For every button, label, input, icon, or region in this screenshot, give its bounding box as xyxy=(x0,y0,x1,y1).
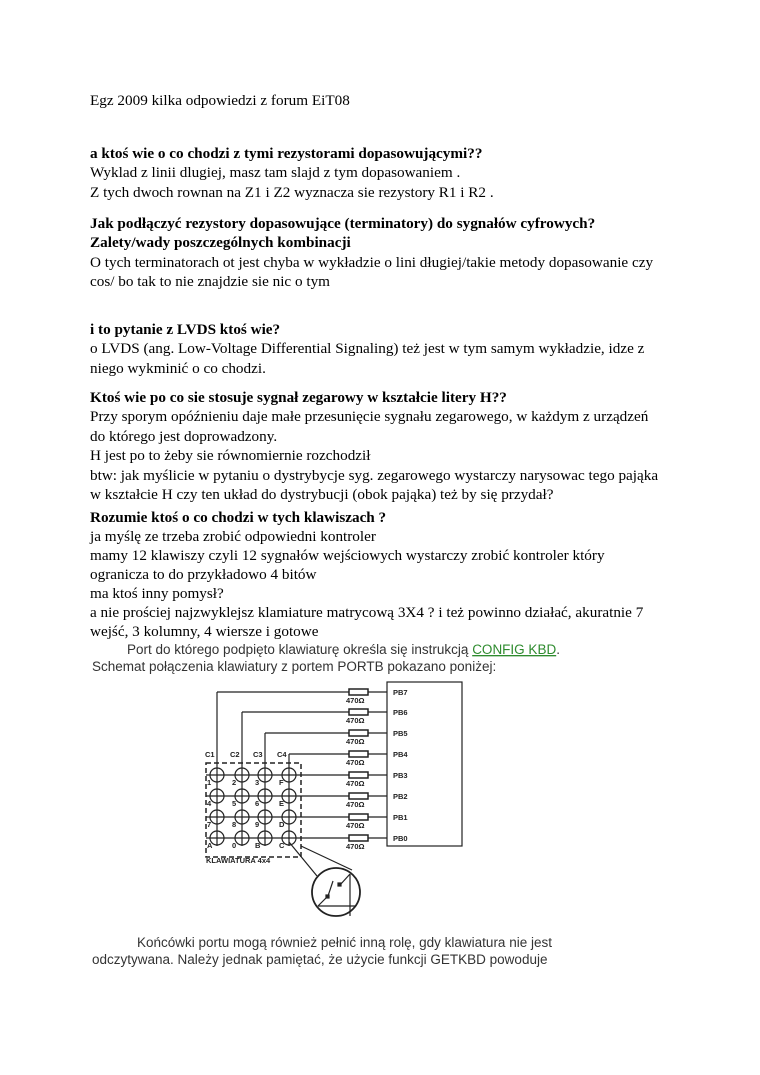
resistor-value: 470Ω xyxy=(346,821,365,830)
column-label: C3 xyxy=(253,750,263,759)
port-pin-label: PB1 xyxy=(393,813,408,822)
key-label: B xyxy=(255,841,261,850)
key-label: 1 xyxy=(207,778,212,787)
key-label: F xyxy=(279,778,284,787)
resistor xyxy=(349,772,368,778)
resistor-value: 470Ω xyxy=(346,758,365,767)
resistor-value: 470Ω xyxy=(346,800,365,809)
key-label: 4 xyxy=(207,799,212,808)
resistor-value: 470Ω xyxy=(346,716,365,725)
switch-dot xyxy=(326,895,329,898)
section-text-line: btw: jak myślicie w pytaniu o dystrybycje syg. zegarowego wystarczy narysowac tego pająka xyxy=(90,466,659,484)
key-label: E xyxy=(279,799,285,808)
key-label: D xyxy=(279,820,285,829)
section-text-line: do którego jest doprowadzony. xyxy=(90,427,278,445)
port-pin-label: PB3 xyxy=(393,771,408,780)
section-heading: i to pytanie z LVDS ktoś wie? xyxy=(90,321,281,338)
magnifier-circle xyxy=(312,868,360,916)
section-heading: Jak podłączyć rezystory dopasowujące (terminatory) do sygnałów cyfrowych? xyxy=(90,215,596,232)
key-label: C xyxy=(279,841,285,850)
key-label: 3 xyxy=(255,778,260,787)
resistor-value: 470Ω xyxy=(346,737,365,746)
port-pin-label: PB7 xyxy=(393,688,408,697)
figure-caption-line2: Schemat połączenia klawiatury z portem PORTB pokazano poniżej: xyxy=(92,659,497,674)
section-text-line: cos/ bo tak to nie znajdzie sie nic o tym xyxy=(90,273,330,291)
document-title: Egz 2009 kilka odpowiedzi z forum EiT08 xyxy=(90,92,350,109)
section-text-line: ma ktoś inny pomysł? xyxy=(90,585,224,602)
section-text-line: H jest po to żeby sie równomiernie rozchodził xyxy=(90,447,371,465)
key-label: 5 xyxy=(232,799,237,808)
section-text-line: mamy 12 klawiszy czyli 12 sygnałów wejściowych wystarczy zrobić kontroler który xyxy=(90,547,605,564)
caption-text: . xyxy=(556,642,560,657)
resistor-value: 470Ω xyxy=(346,779,365,788)
column-label: C4 xyxy=(277,750,287,759)
figure-bottom-line1: Końcówki portu mogą również pełnić inną rolę, gdy klawiatura nie jest xyxy=(137,935,552,950)
resistor xyxy=(349,709,368,715)
caption-text: Port do którego podpięto klawiaturę określa się instrukcją xyxy=(127,642,473,657)
key-label: 7 xyxy=(207,820,212,829)
port-pin-label: PB4 xyxy=(393,750,408,759)
section-text-line: w kształcie H czy ten układ do dystrybucji (obok pająka) też by się przydał? xyxy=(90,486,554,504)
port-pin-label: PB0 xyxy=(393,834,408,843)
resistor xyxy=(349,835,368,841)
section-heading: Rozumie ktoś o co chodzi w tych klawiszach ? xyxy=(90,509,387,526)
key-label: 6 xyxy=(255,799,260,808)
section-text-line: niego wykminić o co chodzi. xyxy=(90,359,266,377)
schematic-drawing xyxy=(205,682,462,916)
figure-bottom-line2: odczytywana. Należy jednak pamiętać, że użycie funkcji GETKBD powoduje xyxy=(92,952,548,967)
port-pin-label: PB6 xyxy=(393,708,408,717)
config-kbd-link[interactable]: CONFIG KBD xyxy=(472,642,557,657)
section-text-line: ogranicza to do przykładowo 4 bitów xyxy=(90,566,317,583)
section-text-line: wejść, 3 kolumny, 4 wiersze i gotowe xyxy=(90,623,319,640)
port-pin-label: PB2 xyxy=(393,792,408,801)
keypad-label: KLAWIATURA 4x4 xyxy=(206,856,271,865)
section-heading: Zalety/wady poszczególnych kombinacji xyxy=(90,234,351,252)
section-heading: Ktoś wie po co sie stosuje sygnał zegarowy w kształcie litery H?? xyxy=(90,389,507,406)
resistor xyxy=(349,793,368,799)
section-text-line: O tych terminatorach ot jest chyba w wykładzie o lini długiej/takie metody dopasowanie czy xyxy=(90,253,654,271)
figure-caption-line1 xyxy=(127,642,560,657)
key-label: 9 xyxy=(255,820,260,829)
resistor xyxy=(349,689,368,695)
switch-dot xyxy=(338,883,341,886)
key-label: 0 xyxy=(232,841,237,850)
section-text-line: ja myślę ze trzeba zrobić odpowiedni kontroler xyxy=(90,528,376,545)
resistor xyxy=(349,751,368,757)
resistor xyxy=(349,814,368,820)
key-label: A xyxy=(207,841,213,850)
resistor-value: 470Ω xyxy=(346,842,365,851)
resistor xyxy=(349,730,368,736)
section-text-line: a nie prościej najzwyklejsz klamiature matrycową 3X4 ? i też powinno działać, akuratnie 7 xyxy=(90,604,644,621)
section-text-line: Przy sporym opóźnieniu daje małe przesunięcie sygnału zegarowego, w każdym z urządzeń xyxy=(90,408,649,426)
key-label: 8 xyxy=(232,820,237,829)
port-pin-label: PB5 xyxy=(393,729,408,738)
column-label: C2 xyxy=(230,750,240,759)
section-text-line: Z tych dwoch rownan na Z1 i Z2 wyznacza sie rezystory R1 i R2 . xyxy=(90,183,494,201)
section-heading: a ktoś wie o co chodzi z tymi rezystorami dopasowującymi?? xyxy=(90,145,483,162)
key-label: 2 xyxy=(232,778,237,787)
section-text-line: Wyklad z linii dlugiej, masz tam slajd z tym dopasowaniem . xyxy=(90,164,461,182)
switch-contact xyxy=(328,881,333,896)
column-label: C1 xyxy=(205,750,215,759)
section-text-line: o LVDS (ang. Low-Voltage Differential Signaling) też jest w tym samym wykładzie, idze z xyxy=(90,340,645,358)
resistor-value: 470Ω xyxy=(346,696,365,705)
